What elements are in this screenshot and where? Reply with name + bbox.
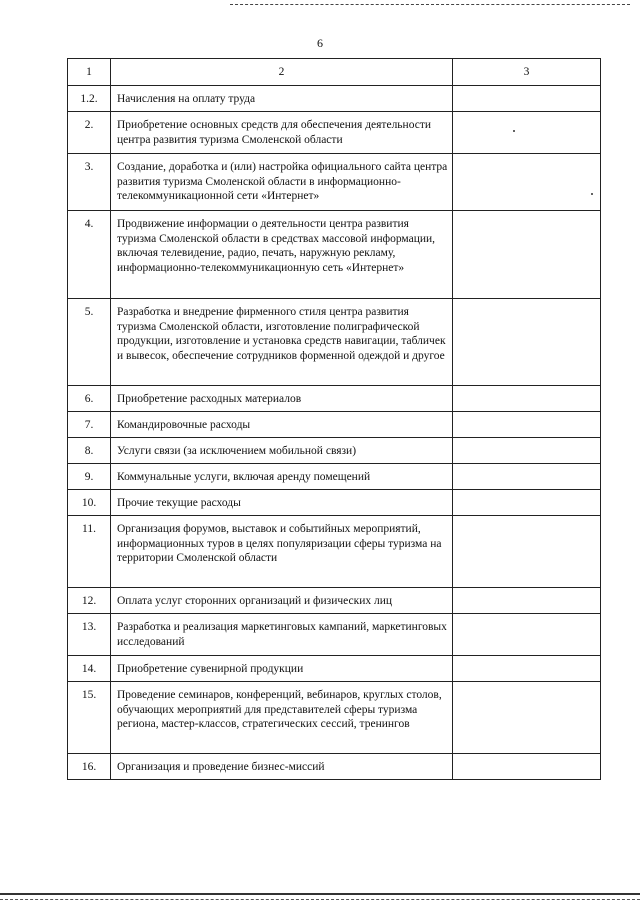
row-value	[453, 614, 601, 656]
table-row	[68, 412, 601, 438]
row-number: 13.	[68, 614, 111, 656]
row-value	[453, 682, 601, 754]
table-row	[68, 211, 601, 299]
page-number: 6	[317, 36, 323, 50]
row-description: Приобретение расходных материалов	[111, 386, 453, 412]
scan-edge-bottom	[0, 893, 640, 895]
row-number: 3.	[68, 154, 111, 211]
row-description: Организация форумов, выставок и событийных мероприятий, информационных туров в целях популяризации сферы туризма на территории Смоленской области	[111, 516, 453, 588]
row-number: 8.	[68, 438, 111, 464]
column-header-2: 2	[111, 59, 453, 86]
row-value	[453, 464, 601, 490]
row-number: 1.2.	[68, 86, 111, 112]
table-row	[68, 86, 601, 112]
row-description: Коммунальные услуги, включая аренду помещений	[111, 464, 453, 490]
column-header-3: 3	[453, 59, 601, 86]
row-value	[453, 211, 601, 299]
table-row	[68, 588, 601, 614]
row-description: Оплата услуг сторонних организаций и физических лиц	[111, 588, 453, 614]
row-value	[453, 112, 601, 154]
row-value	[453, 299, 601, 386]
scan-edge-bottom-dashed	[0, 899, 640, 900]
row-description: Начисления на оплату труда	[111, 86, 453, 112]
row-value	[453, 656, 601, 682]
table-row	[68, 464, 601, 490]
row-number: 4.	[68, 211, 111, 299]
table-row	[68, 656, 601, 682]
row-description: Разработка и реализация маркетинговых кампаний, маркетинговых исследований	[111, 614, 453, 656]
row-description: Приобретение основных средств для обеспечения деятельности центра развития туризма Смоленской области	[111, 112, 453, 154]
row-description: Разработка и внедрение фирменного стиля центра развития туризма Смоленской области, изготовление полиграфической продукции, изготовление и установка средств навигации, табличек и вывесок, обеспечение сотрудников форменной одеждой и другое	[111, 299, 453, 386]
row-description: Проведение семинаров, конференций, вебинаров, круглых столов, обучающих мероприятий для представителей сферы туризма региона, мастер-классов, стратегических сессий, тренингов	[111, 682, 453, 754]
scan-speck	[513, 130, 515, 132]
row-number: 6.	[68, 386, 111, 412]
row-value	[453, 490, 601, 516]
row-value	[453, 386, 601, 412]
column-header-1: 1	[68, 59, 111, 86]
row-description: Создание, доработка и (или) настройка официального сайта центра развития туризма Смоленской области в информационно-телекоммуникационной сети «Интернет»	[111, 154, 453, 211]
table-row	[68, 754, 601, 780]
table-row	[68, 438, 601, 464]
row-number: 16.	[68, 754, 111, 780]
table-row	[68, 112, 601, 154]
row-description: Продвижение информации о деятельности центра развития туризма Смоленской области в средствах массовой информации, включая телевидение, радио, печать, наружную рекламу, информационно-телекоммуникационную сеть «Интернет»	[111, 211, 453, 299]
row-number: 7.	[68, 412, 111, 438]
row-number: 11.	[68, 516, 111, 588]
table-header-row	[68, 59, 601, 86]
row-number: 5.	[68, 299, 111, 386]
row-value	[453, 754, 601, 780]
row-number: 12.	[68, 588, 111, 614]
expense-table	[67, 58, 601, 780]
table-row	[68, 682, 601, 754]
table-row	[68, 386, 601, 412]
row-value	[453, 412, 601, 438]
row-number: 9.	[68, 464, 111, 490]
table-row	[68, 516, 601, 588]
row-value	[453, 86, 601, 112]
table-row	[68, 614, 601, 656]
row-number: 2.	[68, 112, 111, 154]
row-value	[453, 516, 601, 588]
row-number: 14.	[68, 656, 111, 682]
row-number: 10.	[68, 490, 111, 516]
row-value	[453, 154, 601, 211]
table-row	[68, 154, 601, 211]
row-number: 15.	[68, 682, 111, 754]
row-description: Организация и проведение бизнес-миссий	[111, 754, 453, 780]
row-description: Приобретение сувенирной продукции	[111, 656, 453, 682]
row-description: Командировочные расходы	[111, 412, 453, 438]
table-row	[68, 490, 601, 516]
scan-edge-top	[230, 4, 630, 5]
table-row	[68, 299, 601, 386]
row-description: Услуги связи (за исключением мобильной связи)	[111, 438, 453, 464]
row-description: Прочие текущие расходы	[111, 490, 453, 516]
row-value	[453, 438, 601, 464]
row-value	[453, 588, 601, 614]
scan-speck	[591, 193, 593, 195]
